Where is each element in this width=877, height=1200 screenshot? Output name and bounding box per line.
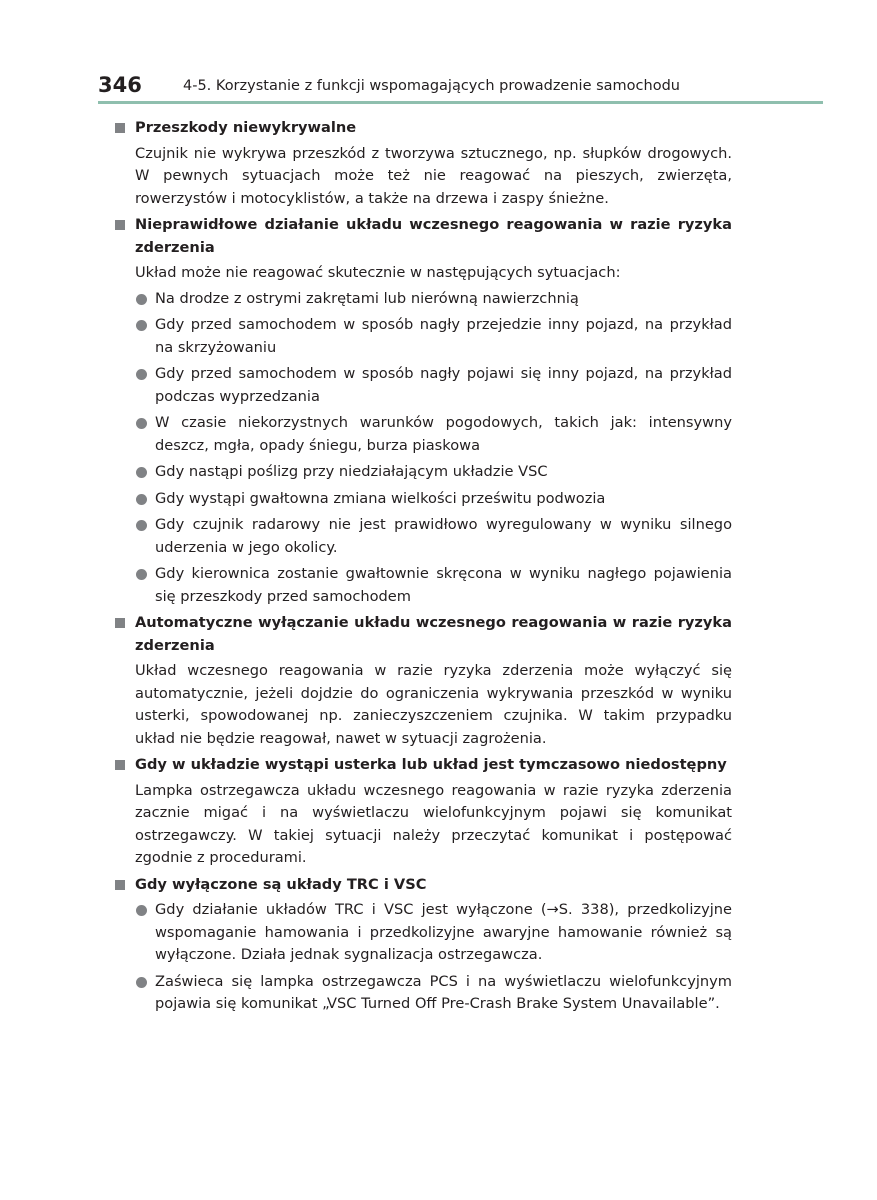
section-paragraph: Układ wczesnego reagowania w razie ryzyka zderzenia może wyłączyć się automatycznie, jeżeli dojdzie do ograniczenia wykrywania przeszkód w wyniku usterki, spowodowanej np. zanieczyszczeniem czujnika. W takim przypadku układ nie będzie reagował, nawet w sytuacji zagrożenia.: [135, 662, 732, 747]
section-paragraph: Układ może nie reagować skutecznie w następujących sytuacjach:: [135, 264, 621, 281]
list-item-text: Gdy czujnik radarowy nie jest prawidłowo wyregulowany w wyniku silnego uderzenia w jego okolicy.: [155, 516, 732, 556]
square-bullet-icon: [115, 618, 125, 628]
section-title-text: Gdy w układzie wystąpi usterka lub układ jest tymczasowo niedostępny: [135, 756, 727, 773]
section-system-fault: [114, 754, 732, 870]
list-item-text: Gdy działanie układów TRC i VSC jest wyłączone (→S. 338), przedkolizyjne wspomaganie hamowania i przedkolizyjne awaryjne hamowanie również są wyłączone. Działa jednak sygnalizacja ostrzegawcza.: [155, 901, 732, 963]
chapter-title: 4-5. Korzystanie z funkcji wspomagających prowadzenie samochodu: [183, 78, 680, 94]
list-item: [135, 363, 732, 408]
round-bullet-icon: [136, 569, 147, 580]
section-trc-vsc-off: [114, 874, 732, 1016]
list-item: [135, 461, 732, 484]
section-title: [114, 214, 732, 259]
list-item-text: Gdy wystąpi gwałtowna zmiana wielkości prześwitu podwozia: [155, 489, 606, 507]
square-bullet-icon: [115, 123, 125, 133]
section-malfunction: [114, 214, 732, 608]
round-bullet-icon: [136, 294, 147, 305]
section-paragraph: Lampka ostrzegawcza układu wczesnego reagowania w razie ryzyka zderzenia zacznie migać i na wyświetlaczu wielofunkcyjnym pojawi się komunikat ostrzegawczy. W takiej sytuacji należy przeczytać komunikat i postępować zgodnie z procedurami.: [135, 781, 732, 866]
square-bullet-icon: [115, 220, 125, 230]
list-item-text: Gdy przed samochodem w sposób nagły pojawi się inny pojazd, na przykład podczas wyprzedzania: [155, 365, 732, 405]
square-bullet-icon: [115, 880, 125, 890]
list-item-text: Gdy przed samochodem w sposób nagły przejedzie inny pojazd, na przykład na skrzyżowaniu: [155, 316, 732, 356]
section-title: [114, 612, 732, 657]
section-obstacles-undetectable: [114, 117, 732, 210]
page-content: [114, 117, 732, 1020]
round-bullet-icon: [136, 977, 147, 988]
section-paragraph: Czujnik nie wykrywa przeszkód z tworzywa sztucznego, np. słupków drogowych. W pewnych sytuacjach może też nie reagować na pieszych, zwierzęta, rowerzystów i motocyklistów, a także na drzewa i zaspy śnieżne.: [135, 144, 732, 207]
list-item: [135, 971, 732, 1016]
list-item: [135, 288, 732, 311]
round-bullet-icon: [136, 320, 147, 331]
header-rule: [98, 101, 823, 104]
list-item-text: Gdy kierownica zostanie gwałtownie skręcona w wyniku nagłego pojawienia się przeszkody przed samochodem: [155, 565, 732, 605]
round-bullet-icon: [136, 905, 147, 916]
section-auto-disable: [114, 612, 732, 750]
bullet-list: [114, 899, 732, 1016]
list-item: [135, 412, 732, 457]
page-number: 346: [98, 73, 142, 97]
list-item: [135, 899, 732, 967]
section-title: [114, 117, 732, 140]
round-bullet-icon: [136, 418, 147, 429]
list-item-text: Gdy nastąpi poślizg przy niedziałającym układzie VSC: [155, 463, 548, 480]
section-title-text: Nieprawidłowe działanie układu wczesnego reagowania w razie ryzyka zderzenia: [135, 216, 732, 256]
list-item: [135, 314, 732, 359]
bullet-list: [114, 288, 732, 609]
page-header: [0, 0, 877, 110]
round-bullet-icon: [136, 369, 147, 380]
section-title-text: Gdy wyłączone są układy TRC i VSC: [135, 875, 427, 893]
section-title-text: Automatyczne wyłączanie układu wczesnego reagowania w razie ryzyka zderzenia: [135, 614, 732, 654]
list-item: [135, 514, 732, 559]
list-item: [135, 563, 732, 608]
round-bullet-icon: [136, 467, 147, 478]
round-bullet-icon: [136, 520, 147, 531]
section-title: [114, 874, 732, 897]
square-bullet-icon: [115, 760, 125, 770]
list-item-text: W czasie niekorzystnych warunków pogodowych, takich jak: intensywny deszcz, mgła, opady śniegu, burza piaskowa: [155, 414, 732, 454]
section-title: [114, 754, 732, 777]
round-bullet-icon: [136, 494, 147, 505]
list-item: [135, 488, 732, 511]
section-title-text: Przeszkody niewykrywalne: [135, 119, 357, 136]
list-item-text: Zaświeca się lampka ostrzegawcza PCS i na wyświetlaczu wielofunkcyjnym pojawia się komunikat „VSC Turned Off Pre-Crash Brake System Unavailable”.: [155, 972, 732, 1012]
list-item-text: Na drodze z ostrymi zakrętami lub nierówną nawierzchnią: [155, 289, 579, 307]
